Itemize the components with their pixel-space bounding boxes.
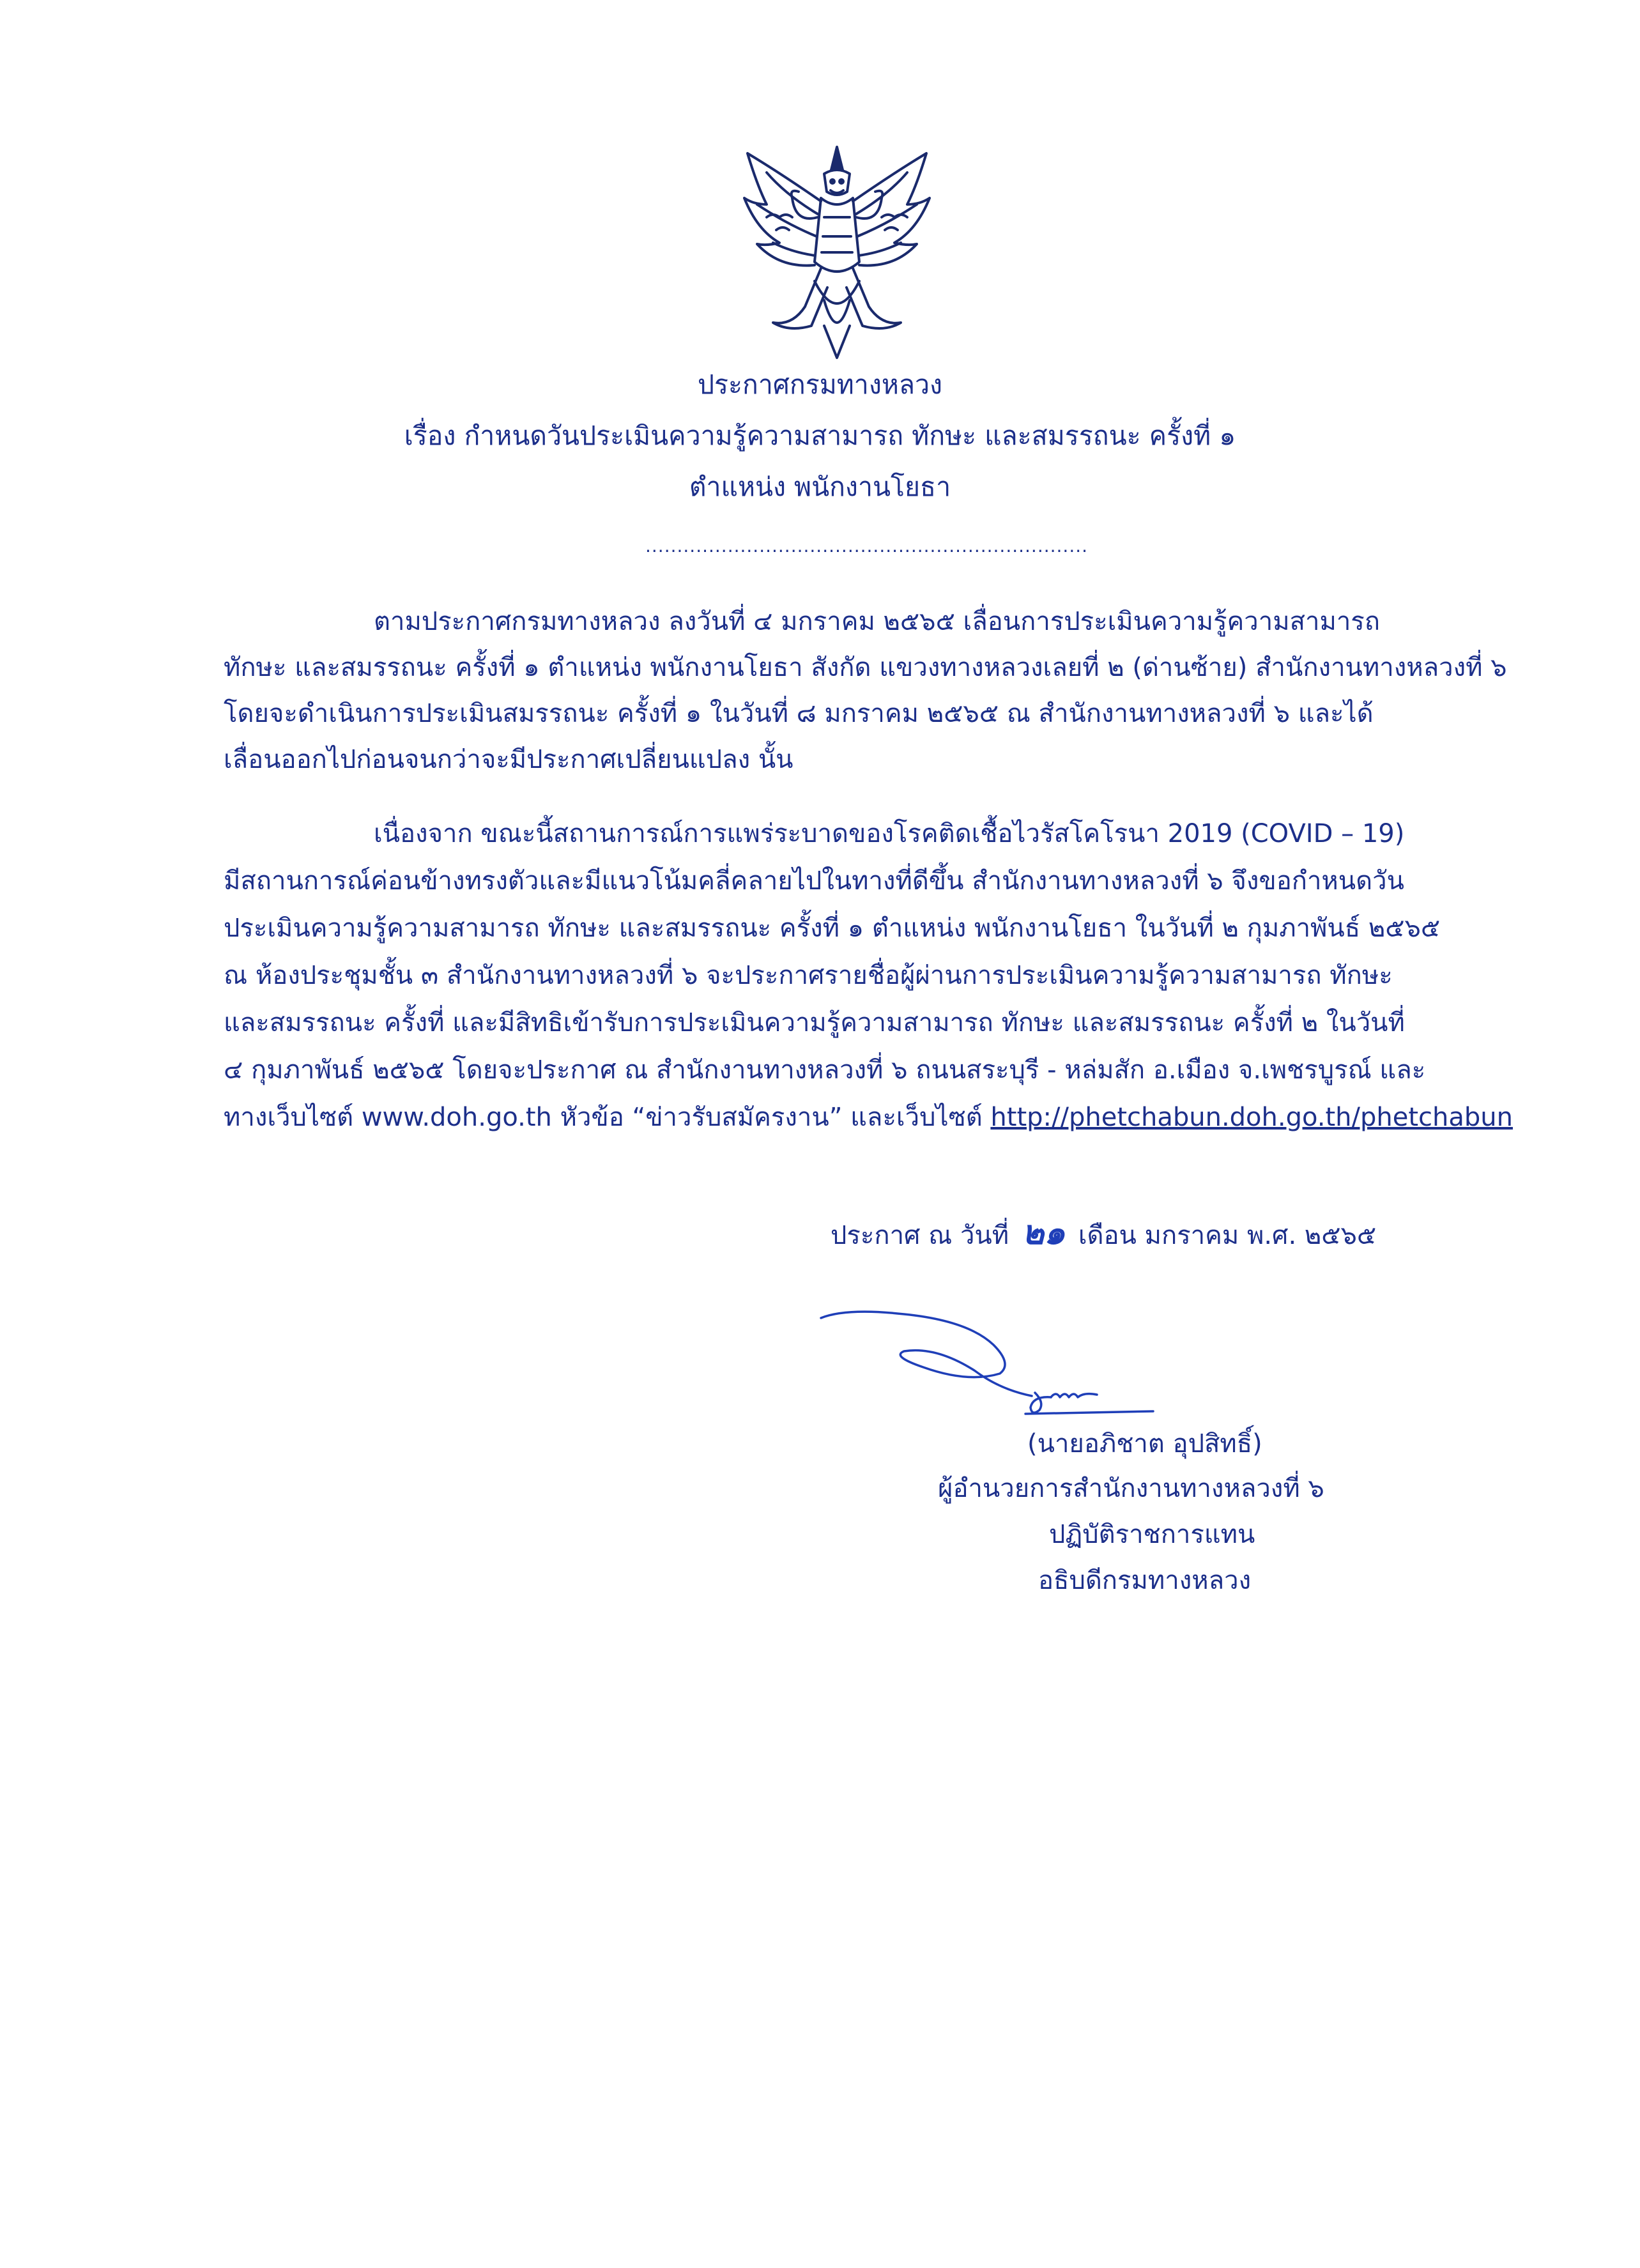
paragraph2-line: ประเมินความรู้ความสามารถ ทักษะ และสมรรถนะ ครั้งที่ ๑ ตำแหน่ง พนักงานโยธา ในวันที่ ๒ กุมภาพันธ์ ๒๕๖๕ [224, 914, 1441, 943]
paragraph1-line: ตามประกาศกรมทางหลวง ลงวันที่ ๔ มกราคม ๒๕๖๕ เลื่อนการประเมินความรู้ความสามารถ [374, 607, 1380, 636]
paragraph2-line: ณ ห้องประชุมชั้น ๓ สำนักงานทางหลวงที่ ๖ จะประกาศรายชื่อผู้ผ่านการประเมินความรู้ความสามารถ ทักษะ [224, 961, 1393, 990]
date-prefix: ประกาศ ณ วันที่ [831, 1221, 1009, 1250]
announcement-position: ตำแหน่ง พนักงานโยธา [689, 471, 951, 502]
paragraph1-line: ทักษะ และสมรรถนะ ครั้งที่ ๑ ตำแหน่ง พนักงานโยธา สังกัด แขวงทางหลวงเลยที่ ๒ (ด่านซ้าย) สำนักงานทางหลวงที่ ๖ [224, 653, 1507, 682]
handwritten-day: ๒๑ [1022, 1213, 1066, 1252]
signatory-name: (นายอภิชาต อุปสิทธิ์) [1027, 1429, 1262, 1459]
date-month-year: เดือน มกราคม พ.ศ. ๒๕๖๕ [1078, 1221, 1377, 1250]
paragraph1-line: เลื่อนออกไปก่อนจนกว่าจะมีประกาศเปลี่ยนแปลง นั้น [224, 745, 793, 774]
paragraph2-last-line-text: ทางเว็บไซต์ www.doh.go.th หัวข้อ “ข่าวรับสมัครงาน” และเว็บไซต์ [224, 1103, 991, 1132]
paragraph2-last-line [224, 1098, 1513, 1137]
signatory-acting: ปฏิบัติราชการแทน [1049, 1520, 1255, 1549]
phetchabun-website-link[interactable]: http://phetchabun.doh.go.th/phetchabun [990, 1103, 1513, 1132]
announcement-date [831, 1213, 1376, 1256]
handwritten-signature [808, 1300, 1166, 1421]
paragraph1-line: โดยจะดำเนินการประเมินสมรรถนะ ครั้งที่ ๑ ในวันที่ ๘ มกราคม ๒๕๖๕ ณ สำนักงานทางหลวงที่ ๖ และได้ [224, 699, 1374, 728]
paragraph2-line: มีสถานการณ์ค่อนข้างทรงตัวและมีแนวโน้มคลี่คลายไปในทางที่ดีขึ้น สำนักงานทางหลวงที่ ๖ จึงขอกำหนดวัน [224, 866, 1404, 896]
heading-separator: ...................................................................... [645, 535, 1089, 556]
signatory-on-behalf: อธิบดีกรมทางหลวง [1038, 1566, 1252, 1595]
signatory-title: ผู้อำนวยการสำนักงานทางหลวงที่ ๖ [938, 1474, 1324, 1503]
paragraph2-line: เนื่องจาก ขณะนี้สถานการณ์การแพร่ระบาดของโรคติดเชื้อไวรัสโคโรนา 2019 (COVID – 19) [374, 819, 1405, 848]
paragraph2-line: ๔ กุมภาพันธ์ ๒๕๖๕ โดยจะประกาศ ณ สำนักงานทางหลวงที่ ๖ ถนนสระบุรี - หล่มสัก อ.เมือง จ.เพชรบูรณ์ และ [224, 1055, 1426, 1085]
announcement-subject: เรื่อง กำหนดวันประเมินความรู้ความสามารถ ทักษะ และสมรรถนะ ครั้งที่ ๑ [404, 420, 1236, 451]
announcement-title: ประกาศกรมทางหลวง [697, 369, 943, 400]
paragraph2-line: และสมรรถนะ ครั้งที่ และมีสิทธิเข้ารับการประเมินความรู้ความสามารถ ทักษะ และสมรรถนะ ครั้งที่ ๒ ในวันที่ [224, 1008, 1405, 1038]
garuda-emblem [728, 134, 946, 364]
